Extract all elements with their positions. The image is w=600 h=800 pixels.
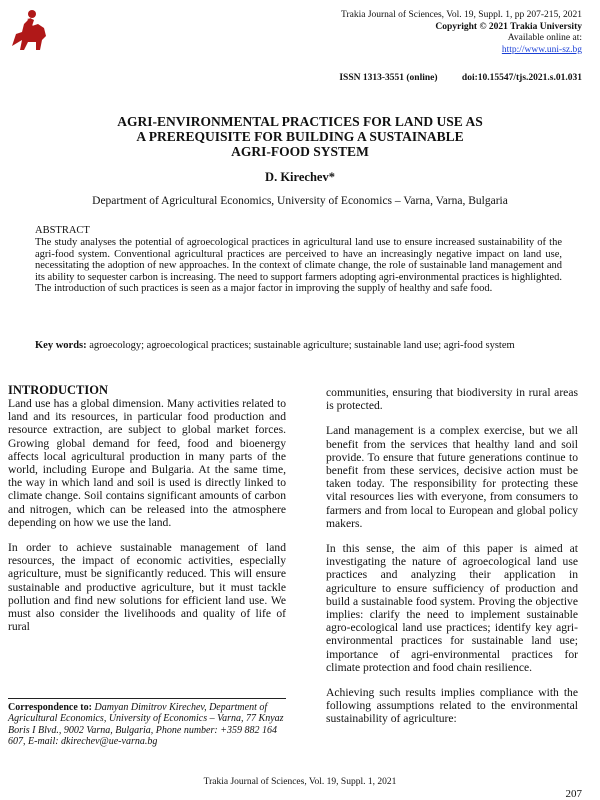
- keywords: [35, 340, 562, 352]
- paragraph: Achieving such results implies compliance with the following assumptions related to the environmental sustainability of agriculture:: [326, 686, 578, 726]
- issn-doi-line: [0, 73, 582, 83]
- footnote-divider: [8, 698, 286, 699]
- paper-title: [40, 114, 560, 159]
- author: D. Kirechev*: [265, 170, 335, 184]
- page-number: 207: [565, 788, 582, 800]
- abstract-text: The study analyses the potential of agroecological practices in agricultural land use to ensure increased sustainability of the agri-food system. Conventional agricultural practices are perceived to have an increasingly negative impact on land use, necessitating the adoption of new approaches. In the context of climate change, the role of sustainable land management and its ability to sequester carbon is increasing. The need to support farmers adopting agri-environmental practices is highlighted. The introduction of such practices is seen as a major factor in improving the supply of healthy and safe food.: [35, 237, 562, 295]
- paragraph: Land use has a global dimension. Many activities related to land and its resources, in particular food production and resource extraction, are subject to global market forces. Growing global demand for feed, food and bioenergy affects local agricultural production in many parts of the world, including Europe and Bulgaria. At the same time, the way in which land and soil is used is directly linked to climate change. Soil contains significant amounts of carbon and nitrogen, which can be released into the atmosphere depending on how we use the land.: [8, 397, 286, 529]
- abstract-heading: ABSTRACT: [35, 225, 90, 236]
- title-line: A PREREQUISITE FOR BUILDING A SUSTAINABLE: [136, 129, 464, 144]
- paragraph: Land management is a complex exercise, but we all benefit from the services that healthy land and soil provide. To ensure that future generations continue to benefit from these services, decisive action must be taken today. The responsibility for protecting these vital resources lies with everyone, from consumers to farmers and from local to European and global policy makers.: [326, 424, 578, 530]
- section-heading-introduction: INTRODUCTION: [8, 383, 109, 397]
- copyright-line: Copyright © 2021 Trakia University: [435, 21, 582, 32]
- journal-line: Trakia Journal of Sciences, Vol. 19, Suppl. 1, pp 207-215, 2021: [340, 10, 582, 20]
- paragraph: communities, ensuring that biodiversity in rural areas is protected.: [326, 386, 578, 413]
- journal-header: [341, 10, 582, 56]
- title-line: AGRI-ENVIRONMENTAL PRACTICES FOR LAND USE AS: [117, 114, 483, 129]
- available-line: Available online at:: [507, 33, 582, 43]
- paragraph: In order to achieve sustainable management of land resources, the impact of economic activities, especially agriculture, must be significantly reduced. This will ensure sustainable and productive agriculture, but it must tackle pollution and find new solutions for efficient land use. We must also consider the livelihoods and quality of life of rural: [8, 541, 286, 634]
- paragraph: In this sense, the aim of this paper is aimed at investigating the nature of agroecological land use practices and analyzing their application in agriculture to ensure sufficiency of production and build a sustainable food system. Proving the objective implies: clarify the need to implement sustainable agro-ecological land use practices; identify key agri-environmental practices for sustainable land use; importance of agri-environmental practices for climate protection and food chain resilience.: [326, 542, 578, 674]
- keywords-label: Key words:: [35, 340, 87, 351]
- correspondence-text: Damyan Dimitrov Kirechev, Department of Agricultural Economics, University of Economics – Varna, 77 Knyaz Boris I Blvd., 9002 Varna, Bulgaria, Phone number: +359 882 164 607, E-mail: dkirechev@ue-varna.bg: [8, 702, 284, 748]
- left-column: [8, 384, 286, 645]
- issn: ISSN 1313-3551 (online): [339, 73, 438, 83]
- journal-url-link[interactable]: http://www.uni-sz.bg: [501, 44, 582, 55]
- title-line: AGRI-FOOD SYSTEM: [231, 144, 369, 159]
- doi: doi:10.15547/tjs.2021.s.01.031: [461, 73, 582, 83]
- keywords-text: agroecology; agroecological practices; sustainable agriculture; sustainable land use; agri-food system: [89, 340, 515, 351]
- page-footer: Trakia Journal of Sciences, Vol. 19, Suppl. 1, 2021: [203, 777, 397, 787]
- journal-logo-icon: [8, 6, 50, 58]
- right-column: [326, 386, 578, 738]
- correspondence-label: Correspondence to:: [8, 702, 92, 713]
- affiliation: Department of Agricultural Economics, University of Economics – Varna, Varna, Bulgaria: [92, 195, 508, 207]
- correspondence-note: [8, 702, 286, 748]
